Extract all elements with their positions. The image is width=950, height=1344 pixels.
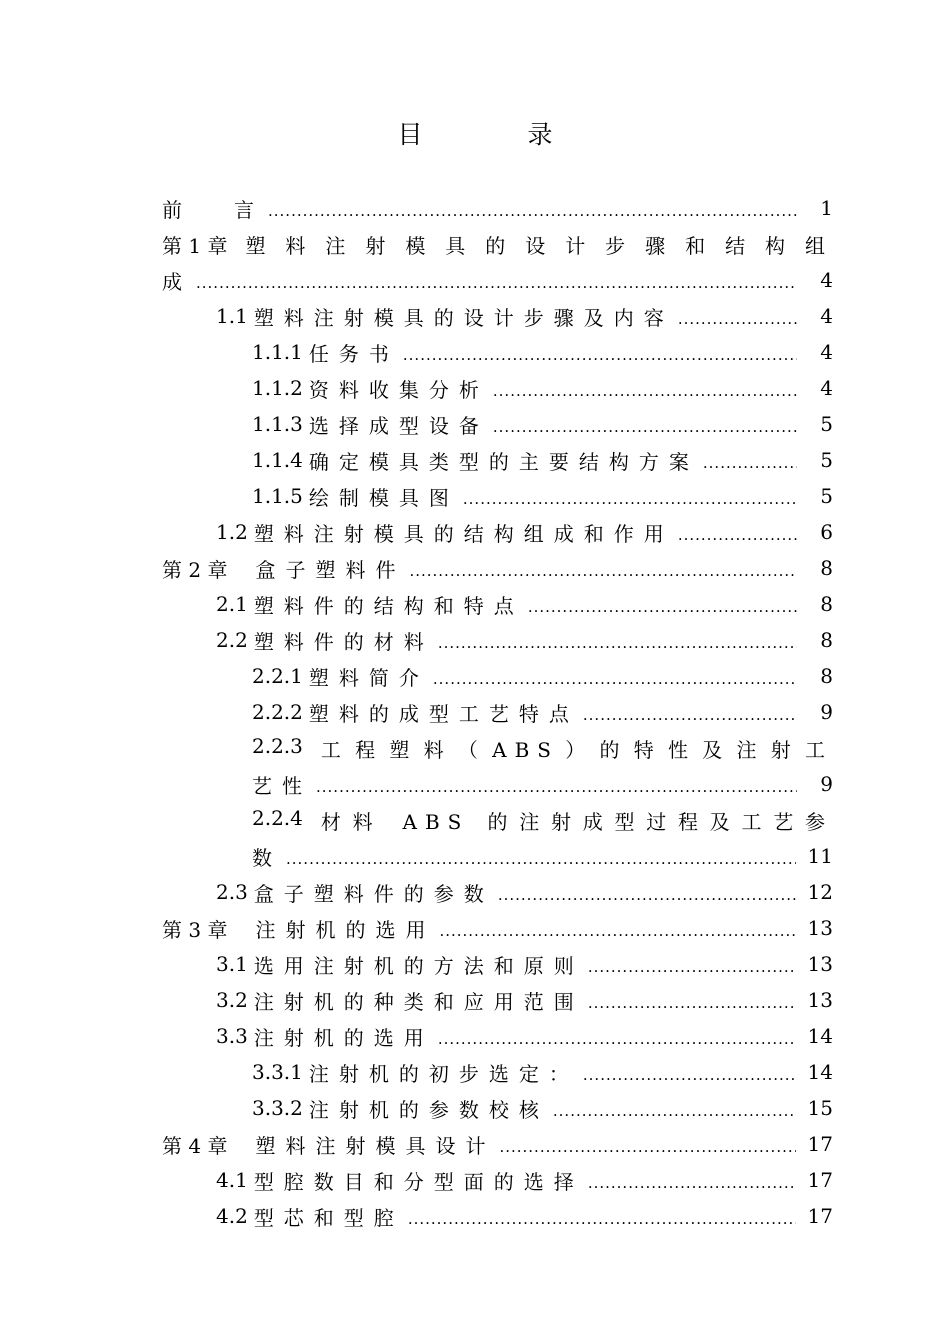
dot-leader	[286, 844, 796, 868]
toc-entry-title: 工程塑料（ABS）的特性及注射工	[320, 737, 833, 762]
toc-entry-number: 2.2	[216, 628, 248, 652]
toc-page-number: 4	[820, 340, 833, 364]
toc-entry[interactable]	[0, 1126, 950, 1162]
toc-entry-number: 第 1 章	[162, 233, 228, 258]
toc-entry-title: 型腔数目和分型面的选择	[253, 1169, 584, 1194]
toc-page-number: 4	[820, 376, 833, 400]
toc-entry[interactable]	[0, 766, 950, 802]
toc-entry[interactable]	[0, 514, 950, 550]
toc-entry[interactable]	[0, 550, 950, 586]
toc-entry-title: 任务书	[308, 341, 399, 366]
toc-page-number: 12	[807, 880, 833, 904]
toc-entry-title-continued: 数	[252, 845, 282, 870]
toc-entry-number: 1.1.1	[252, 340, 303, 364]
toc-entry[interactable]	[0, 946, 950, 982]
toc-entry-title: 资料收集分析	[308, 377, 489, 402]
toc-entry-title: 塑料注射模具的结构组成和作用	[253, 521, 674, 546]
toc-entry[interactable]	[0, 370, 950, 406]
toc-entry[interactable]	[0, 910, 950, 946]
toc-entry-title: 塑料简介	[308, 665, 429, 690]
toc-entry[interactable]	[0, 190, 950, 226]
toc-entry-number: 2.2.4	[252, 805, 303, 830]
toc-entry-title: 注射机的选用	[253, 1025, 434, 1050]
toc-page-number: 1	[820, 196, 833, 220]
dot-leader	[499, 1132, 795, 1156]
toc-page-number: 14	[807, 1060, 833, 1084]
toc-entry-title: 盒子塑料件的参数	[253, 881, 494, 906]
dot-leader	[409, 556, 797, 580]
toc-entry-number: 1.2	[216, 520, 248, 544]
toc-entry[interactable]	[0, 694, 950, 730]
toc-entry-number: 1.1.2	[252, 376, 303, 400]
toc-entry-title: 注射机的参数校核	[308, 1097, 549, 1122]
toc-entry-number: 2.1	[216, 592, 248, 616]
dot-leader	[433, 664, 797, 688]
toc-entry[interactable]	[0, 334, 950, 370]
dot-leader	[493, 376, 797, 400]
dot-leader	[588, 988, 796, 1012]
dot-leader	[528, 592, 797, 616]
toc-entry[interactable]	[0, 478, 950, 514]
toc-entry[interactable]	[0, 982, 950, 1018]
toc-page-number: 13	[807, 988, 833, 1012]
toc-page-number: 8	[820, 592, 833, 616]
toc-entry-number: 2.2.1	[252, 664, 303, 688]
toc-entry-title: 绘制模具图	[308, 485, 459, 510]
toc-entry-number: 1.1.4	[252, 448, 303, 472]
page-title: 目 录	[397, 120, 593, 149]
dot-leader	[588, 1168, 796, 1192]
toc-entry-title: 塑料注射模具的设计步骤及内容	[253, 305, 674, 330]
dot-leader	[583, 1060, 796, 1084]
toc-entry[interactable]	[0, 298, 950, 334]
dot-leader	[403, 340, 797, 364]
dot-leader	[196, 268, 797, 292]
toc-page-number: 8	[820, 556, 833, 580]
toc-entry-line[interactable]	[0, 802, 950, 838]
toc-entry-number: 2.3	[216, 880, 248, 904]
toc-entry[interactable]	[0, 838, 950, 874]
toc-entry-title: 注射机的选用	[255, 917, 436, 942]
dot-leader	[438, 628, 797, 652]
dot-leader	[268, 196, 797, 220]
dot-leader	[439, 916, 795, 940]
toc-page-number: 5	[820, 484, 833, 508]
toc-page-number: 9	[820, 772, 833, 796]
toc-entry[interactable]	[0, 1018, 950, 1054]
toc-page-number: 17	[807, 1168, 833, 1192]
dot-leader	[493, 412, 797, 436]
toc-entry-number: 4.2	[216, 1204, 248, 1228]
dot-leader	[498, 880, 796, 904]
toc-entry-number: 2.2.2	[252, 700, 303, 724]
dot-leader	[438, 1024, 796, 1048]
toc-entry-title: 塑料注射模具的设计步骤和结构组	[245, 233, 833, 258]
toc-entry-title-continued: 艺性	[252, 773, 312, 798]
toc-page-number: 5	[820, 448, 833, 472]
toc-entry-number: 第 3 章	[162, 917, 228, 942]
toc-entry-title: 型芯和型腔	[253, 1205, 404, 1230]
toc-entry[interactable]	[0, 622, 950, 658]
toc-entry-number: 3.3.2	[252, 1096, 303, 1120]
toc-page-number: 6	[820, 520, 833, 544]
toc-entry[interactable]	[0, 658, 950, 694]
toc-entry-title: 材料 ABS 的注射成型过程及工艺参	[320, 809, 833, 834]
toc-page-number: 15	[807, 1096, 833, 1120]
toc-entry-number: 1.1.3	[252, 412, 303, 436]
toc-entry-number: 第 2 章	[162, 557, 228, 582]
toc-entry-number: 4.1	[216, 1168, 248, 1192]
toc-entry-number: 前 言	[162, 197, 258, 222]
toc-entry-title: 塑料件的材料	[253, 629, 434, 654]
toc-page-number: 17	[807, 1204, 833, 1228]
toc-entry-title: 塑料注射模具设计	[255, 1133, 496, 1158]
toc-entry-title: 选择成型设备	[308, 413, 489, 438]
toc-entry-line[interactable]	[0, 730, 950, 766]
toc-entry-title: 注射机的种类和应用范围	[253, 989, 584, 1014]
toc-entry[interactable]	[0, 586, 950, 622]
toc-page-number: 13	[807, 916, 833, 940]
dot-leader	[583, 700, 797, 724]
toc-entry-title: 注射机的初步选定：	[308, 1061, 579, 1086]
toc-page-number: 17	[807, 1132, 833, 1156]
toc-entry-number: 第 4 章	[162, 1133, 228, 1158]
dot-leader	[463, 484, 797, 508]
toc-entry-number: 1.1	[216, 304, 248, 328]
table-of-contents	[0, 190, 950, 1234]
dot-leader	[678, 520, 797, 544]
toc-entry-number: 3.3.1	[252, 1060, 303, 1084]
toc-entry-number: 3.1	[216, 952, 248, 976]
toc-entry-number: 3.3	[216, 1024, 248, 1048]
toc-page-number: 11	[807, 844, 833, 868]
toc-entry[interactable]	[0, 442, 950, 478]
toc-page-number: 13	[807, 952, 833, 976]
toc-page-number: 4	[820, 268, 833, 292]
toc-entry-title: 盒子塑料件	[255, 557, 406, 582]
toc-page-number: 4	[820, 304, 833, 328]
dot-leader	[408, 1204, 796, 1228]
toc-entry[interactable]	[0, 874, 950, 910]
toc-entry[interactable]	[0, 1054, 950, 1090]
toc-page-number: 14	[807, 1024, 833, 1048]
toc-entry-line[interactable]	[0, 226, 950, 262]
dot-leader	[316, 772, 797, 796]
toc-entry-title: 塑料件的结构和特点	[253, 593, 524, 618]
toc-entry[interactable]	[0, 262, 950, 298]
toc-page-number: 5	[820, 412, 833, 436]
dot-leader	[678, 304, 797, 328]
toc-entry-title: 确定模具类型的主要结构方案	[308, 449, 699, 474]
dot-leader	[703, 448, 797, 472]
toc-entry[interactable]	[0, 1090, 950, 1126]
dot-leader	[553, 1096, 796, 1120]
toc-entry-number: 3.2	[216, 988, 248, 1012]
toc-page-number: 8	[820, 628, 833, 652]
toc-entry-title: 选用注射机的方法和原则	[253, 953, 584, 978]
toc-entry-title-continued: 成	[162, 269, 192, 294]
dot-leader	[588, 952, 796, 976]
toc-entry-number: 1.1.5	[252, 484, 303, 508]
toc-entry[interactable]	[0, 1198, 950, 1234]
toc-entry[interactable]	[0, 1162, 950, 1198]
toc-entry-number: 2.2.3	[252, 733, 303, 758]
toc-entry-title: 塑料的成型工艺特点	[308, 701, 579, 726]
toc-page-number: 8	[820, 664, 833, 688]
toc-page-number: 9	[820, 700, 833, 724]
toc-entry[interactable]	[0, 406, 950, 442]
